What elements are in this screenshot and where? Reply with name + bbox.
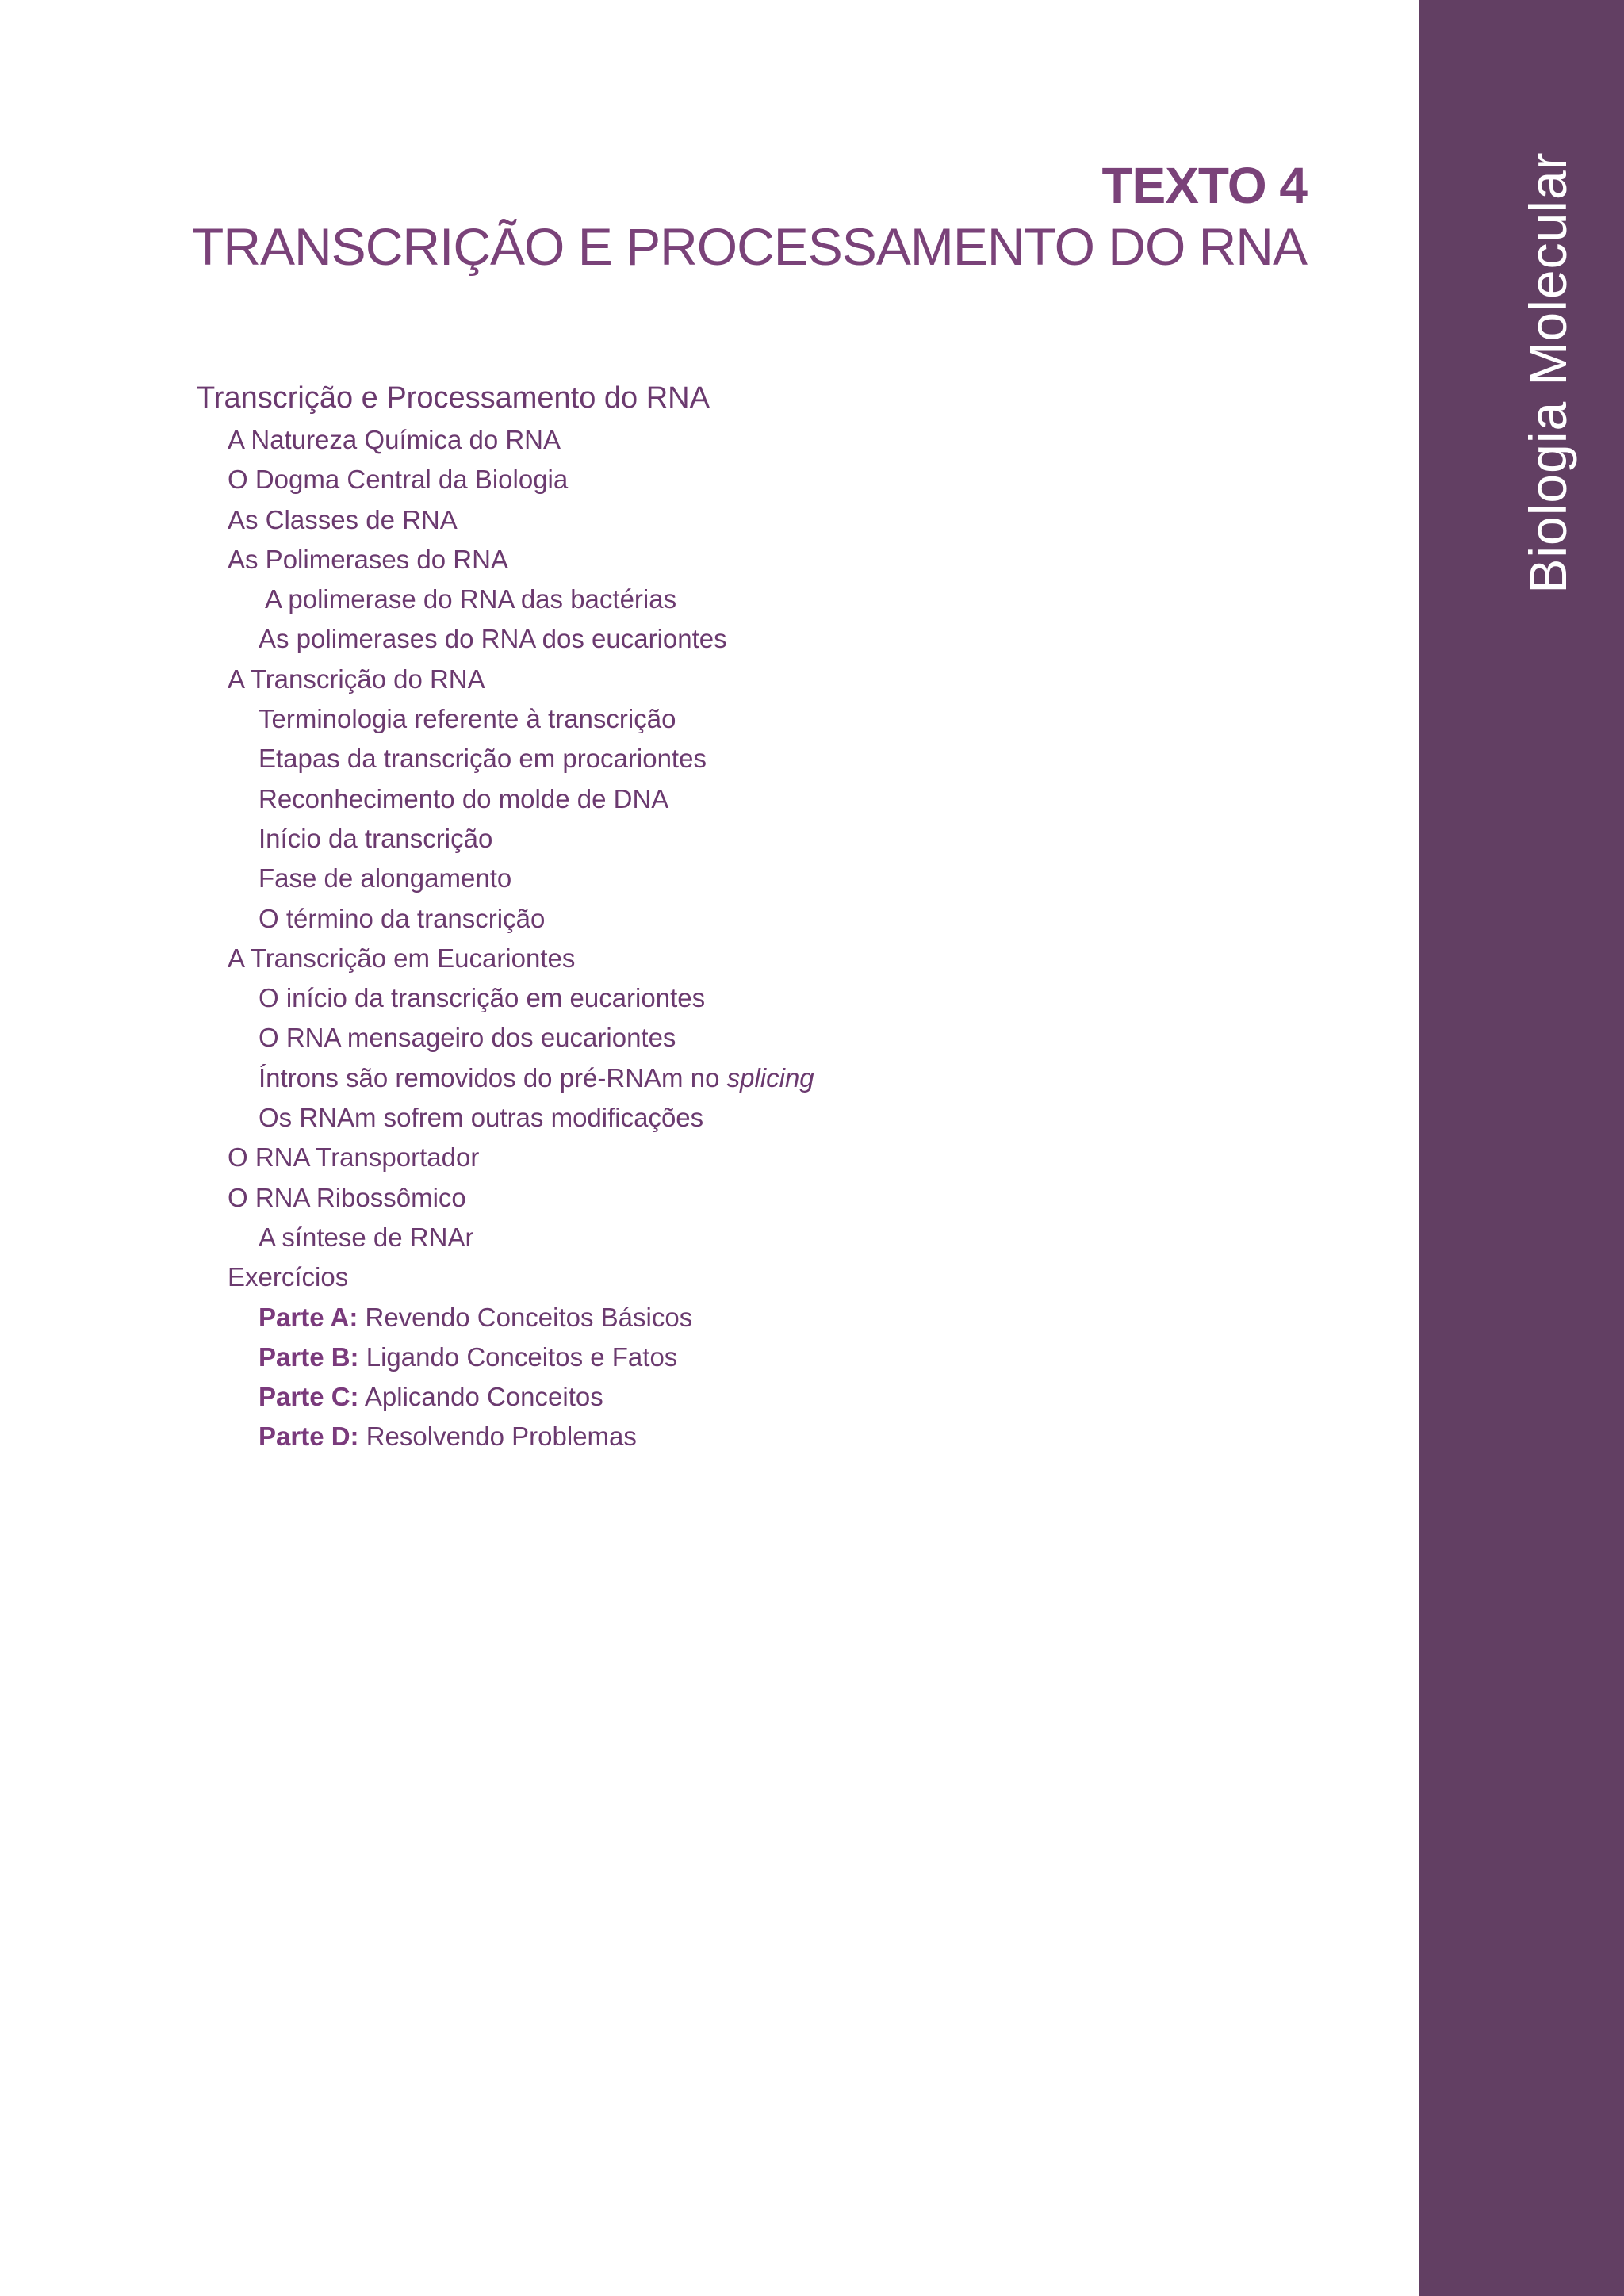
part-text: Aplicando Conceitos [358,1382,603,1412]
part-text: Ligando Conceitos e Fatos [358,1341,678,1372]
toc-item: O término da transcrição [259,903,546,933]
toc-main-heading: Transcrição e Processamento do RNA [197,381,710,415]
toc-item: As Polimerases do RNA [228,544,508,574]
toc-item: Exercícios [228,1262,349,1292]
toc-item: Reconhecimento do molde de DNA [259,783,669,813]
toc-item: A Natureza Química do RNA [228,425,561,454]
chapter-label: TEXTO 4 [1101,157,1307,214]
toc-item: O RNA Transportador [228,1142,480,1173]
toc-part-b [197,1337,1069,1377]
toc-item: A Transcrição em Eucariontes [228,943,576,973]
toc-item: O RNA mensageiro dos eucariontes [259,1023,676,1053]
sidebar-title: Biologia Molecular [1519,151,1577,594]
toc-item-text: Íntrons são removidos do pré-RNAm no [259,1062,727,1093]
toc-part-a [197,1298,1069,1337]
toc-item: A polimerase do RNA das bactérias [265,584,677,614]
toc-item: Os RNAm sofrem outras modificações [259,1103,704,1133]
part-text: Revendo Conceitos Básicos [358,1302,693,1332]
chapter-title: TRANSCRIÇÃO E PROCESSAMENTO DO RNA [192,217,1307,276]
part-label: Parte D: [259,1422,359,1452]
part-text: Resolvendo Problemas [358,1422,637,1452]
toc-item-introns [197,1058,1069,1098]
toc-item: O Dogma Central da Biologia [228,465,569,495]
page-header [192,155,1307,277]
toc-item: Terminologia referente à transcrição [259,704,676,734]
toc-part-d [197,1417,1069,1456]
table-of-contents [197,376,1069,1457]
toc-item: As Classes de RNA [228,504,458,534]
toc-item: A Transcrição do RNA [228,664,485,694]
toc-item: Fase de alongamento [259,863,512,894]
splicing-term: splicing [726,1062,814,1093]
toc-item: As polimerases do RNA dos eucariontes [259,624,727,654]
toc-list [197,420,1069,1457]
toc-item: O RNA Ribossômico [228,1182,466,1212]
part-label: Parte C: [259,1382,359,1412]
toc-part-c [197,1377,1069,1417]
toc-item: Início da transcrição [259,823,493,853]
toc-item: A síntese de RNAr [259,1222,474,1252]
toc-item: Etapas da transcrição em procariontes [259,744,707,774]
toc-item: O início da transcrição em eucariontes [259,983,706,1013]
part-label: Parte B: [259,1341,359,1372]
part-label: Parte A: [259,1302,358,1332]
